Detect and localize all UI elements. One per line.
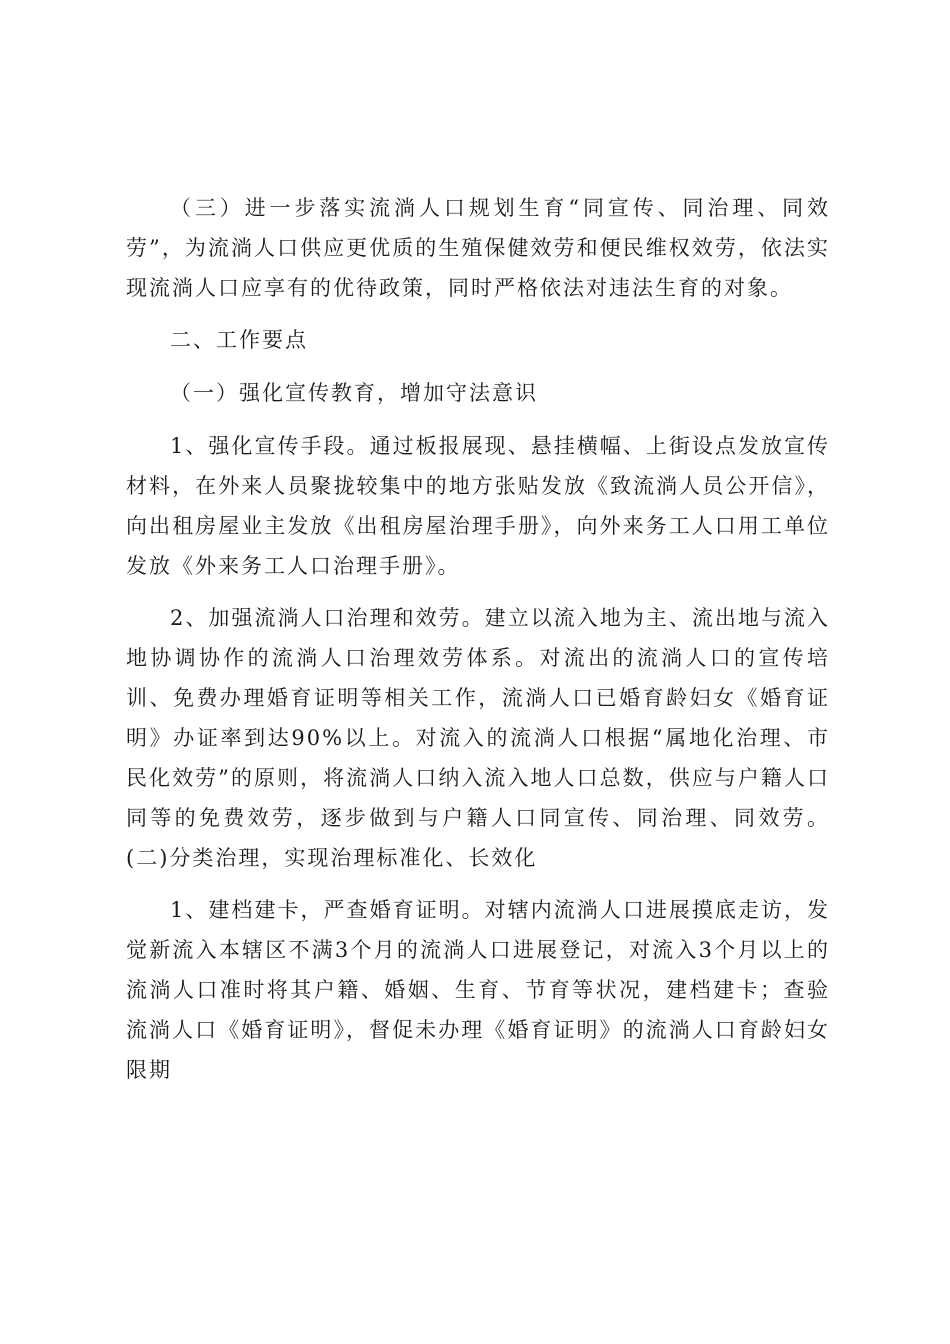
paragraph-file-registration: 1、建档建卡，严查婚育证明。对辖内流淌人口进展摸底走访，发觉新流入本辖区不满3个月的流淌人口进展登记，对流入3个月以上的流淌人口准时将其户籍、婚姻、生育、节育等状况，建档建卡；查验流淌人口《婚育证明》，督促未办理《婚育证明》的流淌人口育龄妇女限期 [126,898,830,1082]
subheading-publicity-education: （一）强化宣传教育，增加守法意识 [170,381,538,405]
heading-work-points: 二、工作要点 [170,328,308,352]
paragraph-section-three: （三）进一步落实流淌人口规划生育“同宣传、同治理、同效劳”，为流淌人口供应更优质的生殖保健效劳和便民维权效劳，依法实现流淌人口应享有的优待政策，同时严格依法对违法生育的对象。 [126,196,830,300]
paragraph-management-service: 2、加强流淌人口治理和效劳。建立以流入地为主、流出地与流入地协调协作的流淌人口治理效劳体系。对流出的流淌人口的宣传培训、免费办理婚育证明等相关工作，流淌人口已婚育龄妇女《婚育证明》办证率到达90%以上。对流入的流淌人口根据“属地化治理、市民化效劳”的原则，将流淌人口纳入流入地人口总数，供应与户籍人口同等的免费效劳，逐步做到与户籍人口同宣传、同治理、同效劳。(二)分类治理，实现治理标准化、长效化 [126,606,830,870]
paragraph-publicity-means: 1、强化宣传手段。通过板报展现、悬挂横幅、上街设点发放宣传材料，在外来人员聚拢较集中的地方张贴发放《致流淌人员公开信》，向出租房屋业主发放《出租房屋治理手册》，向外来务工人口用工单位发放《外来务工人口治理手册》。 [126,434,830,578]
document-body [126,188,830,1102]
